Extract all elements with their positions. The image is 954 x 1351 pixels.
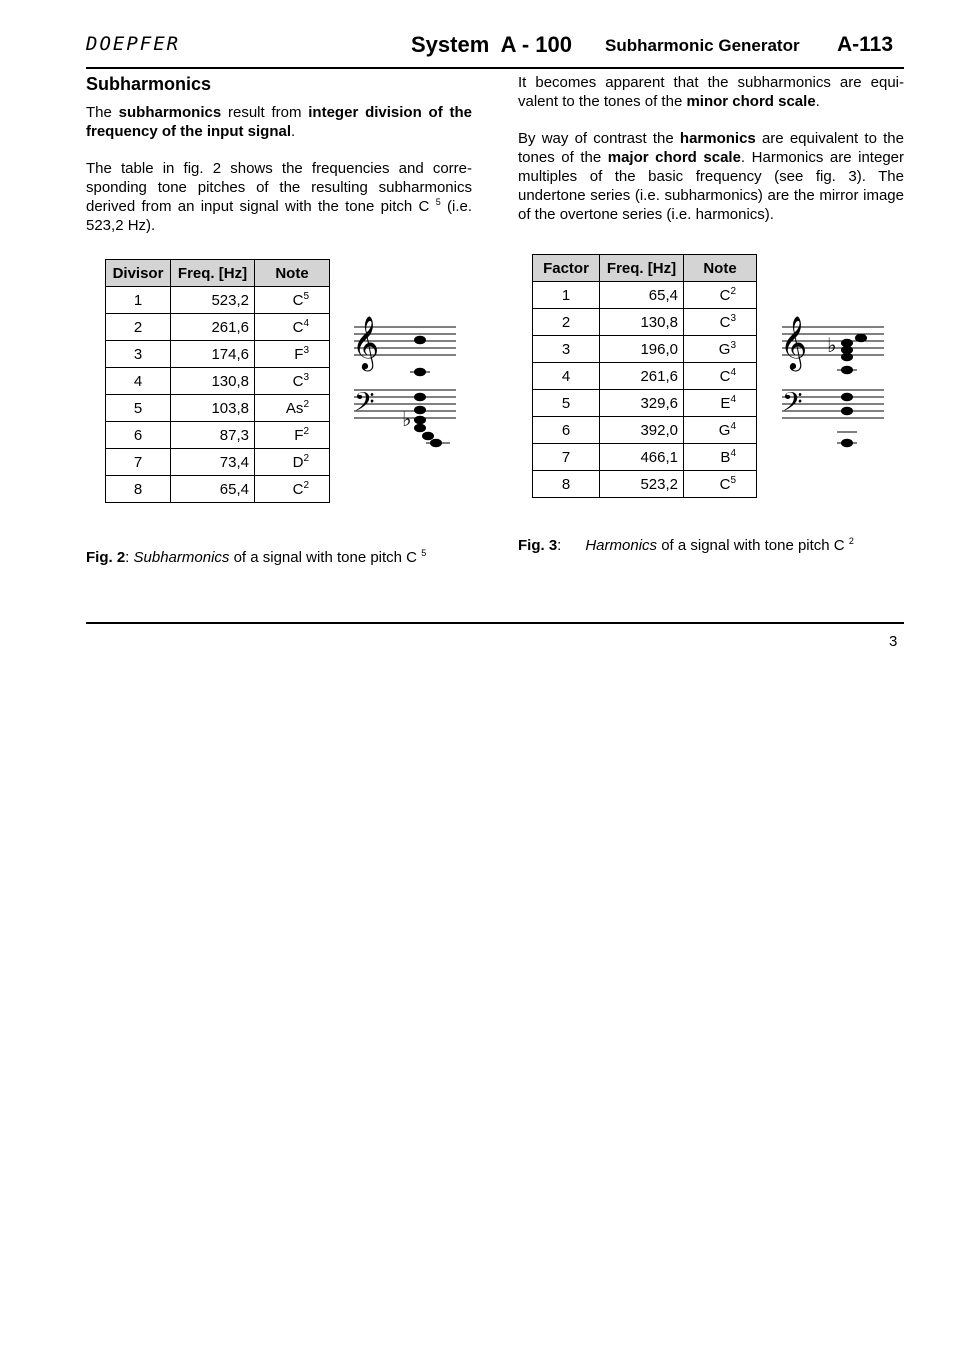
factor-cell: 3	[106, 341, 171, 368]
note-name: C	[719, 286, 731, 304]
note-name: D	[292, 453, 304, 471]
bass-clef-icon: 𝄢	[354, 386, 375, 424]
table-row	[106, 314, 330, 341]
note-name: F	[294, 345, 304, 363]
figure-3-caption: Fig. 3: Harmonics of a signal with tone pitch C $^2$	[518, 536, 854, 554]
note-as2	[415, 416, 426, 424]
section-heading: Subharmonics	[86, 74, 212, 94]
col-header-note: Note	[684, 255, 757, 282]
frequency-cell: 174,6	[171, 341, 255, 368]
note-c5	[415, 336, 426, 344]
header-system-title: System A - 100	[411, 32, 573, 57]
factor-cell: 2	[533, 309, 600, 336]
header-subtitle: Subharmonic Generator	[605, 36, 800, 55]
note-c4	[842, 366, 853, 374]
note-c2	[842, 439, 853, 447]
col-header-freq: Freq. [Hz]	[600, 255, 684, 282]
note-f3	[415, 393, 426, 401]
factor-cell: 5	[533, 390, 600, 417]
note-c3	[842, 407, 853, 415]
note-name: C	[719, 475, 731, 493]
bass-clef-icon: 𝄢	[782, 386, 803, 424]
table-row	[106, 395, 330, 422]
note-name: G	[718, 421, 731, 439]
note-e4	[842, 353, 853, 361]
note-cell	[255, 476, 330, 503]
left-paragraph-2: The table in fig. 2 shows the frequencies and corre-sponding tone pitches of the resulting subharmonics derived from an input signal with the tone pitch C $^5$ (i.e. 523,2 Hz).	[86, 160, 472, 234]
table-row	[533, 336, 757, 363]
note-cell	[684, 444, 757, 471]
note-octave: 5	[303, 290, 309, 302]
harmonics-notation	[780, 312, 886, 454]
table-row	[533, 282, 757, 309]
note-c3	[415, 406, 426, 414]
factor-cell: 3	[533, 336, 600, 363]
factor-cell: 4	[533, 363, 600, 390]
frequency-cell: 73,4	[171, 449, 255, 476]
factor-cell: 4	[106, 368, 171, 395]
factor-cell: 8	[533, 471, 600, 498]
factor-cell: 6	[106, 422, 171, 449]
note-octave: 3	[303, 371, 309, 383]
factor-cell: 8	[106, 476, 171, 503]
frequency-cell: 523,2	[600, 471, 684, 498]
note-cell	[684, 336, 757, 363]
note-octave: 5	[730, 474, 736, 486]
factor-cell: 7	[106, 449, 171, 476]
note-cell	[255, 422, 330, 449]
right-paragraph-1: It becomes apparent that the subharmonics are equi-valent to the tones of the minor chord scale.	[518, 74, 904, 110]
page-number: 3	[889, 633, 898, 650]
note-g3	[842, 393, 853, 401]
doepfer-logo: DOEPFER	[86, 33, 181, 55]
factor-cell: 2	[106, 314, 171, 341]
note-octave: 2	[303, 425, 309, 437]
frequency-cell: 130,8	[600, 309, 684, 336]
factor-cell: 1	[533, 282, 600, 309]
table-row	[533, 309, 757, 336]
left-paragraph-1: The subharmonics result from integer division of the frequency of the input signal.	[86, 104, 472, 140]
note-octave: 3	[303, 344, 309, 356]
note-octave: 2	[303, 398, 309, 410]
factor-cell: 6	[533, 417, 600, 444]
note-name: C	[719, 367, 731, 385]
note-cell	[255, 395, 330, 422]
header-model: A-113	[837, 33, 894, 56]
frequency-cell: 196,0	[600, 336, 684, 363]
harmonics-table	[532, 254, 757, 498]
note-b4	[842, 339, 853, 347]
note-cell	[684, 363, 757, 390]
col-header-freq: Freq. [Hz]	[171, 260, 255, 287]
frequency-cell: 261,6	[600, 363, 684, 390]
note-name: B	[720, 448, 731, 466]
note-octave: 2	[730, 285, 736, 297]
note-cell	[255, 368, 330, 395]
frequency-cell: 523,2	[171, 287, 255, 314]
note-name: C	[292, 291, 304, 309]
table-row	[106, 341, 330, 368]
note-octave: 4	[730, 447, 736, 459]
table-row	[533, 471, 757, 498]
note-name: C	[719, 313, 731, 331]
note-name: C	[292, 318, 304, 336]
note-octave: 4	[730, 393, 736, 405]
col-header-factor: Factor	[533, 255, 600, 282]
footer-rule	[86, 622, 904, 624]
table-row	[106, 368, 330, 395]
factor-cell: 7	[533, 444, 600, 471]
note-g4	[842, 346, 853, 354]
frequency-cell: 103,8	[171, 395, 255, 422]
note-cell	[255, 287, 330, 314]
note-name: E	[720, 394, 731, 412]
table-row	[106, 449, 330, 476]
note-cell	[684, 282, 757, 309]
note-octave: 3	[730, 312, 736, 324]
factor-cell: 1	[106, 287, 171, 314]
note-cell	[684, 471, 757, 498]
note-cell	[684, 417, 757, 444]
frequency-cell: 65,4	[600, 282, 684, 309]
note-cell	[684, 309, 757, 336]
table-header-row	[106, 260, 330, 287]
frequency-cell: 65,4	[171, 476, 255, 503]
note-name: G	[718, 340, 731, 358]
note-cell	[684, 390, 757, 417]
note-c5	[856, 334, 867, 342]
flat-icon: ♭	[827, 333, 837, 357]
frequency-cell: 329,6	[600, 390, 684, 417]
note-name: F	[294, 426, 304, 444]
frequency-cell: 261,6	[171, 314, 255, 341]
note-name: C	[292, 480, 304, 498]
note-c2	[431, 439, 442, 447]
table-row	[106, 422, 330, 449]
note-c4	[415, 368, 426, 376]
right-paragraph-2: By way of contrast the harmonics are equivalent to the tones of the major chord scale. Harmonics are integer multiples of the basic frequency (see fig. 3). The undertone series (i.e. subharmonics) are the mirror image of the overtone series (i.e. harmonics).	[518, 130, 904, 223]
note-octave: 4	[303, 317, 309, 329]
subharmonics-table	[105, 259, 330, 503]
flat-icon: ♭	[402, 407, 412, 431]
table-row	[533, 390, 757, 417]
note-f2	[415, 424, 426, 432]
frequency-cell: 130,8	[171, 368, 255, 395]
frequency-cell: 466,1	[600, 444, 684, 471]
factor-cell: 5	[106, 395, 171, 422]
note-d2	[423, 432, 434, 440]
note-octave: 3	[730, 339, 736, 351]
table-row	[106, 287, 330, 314]
header-rule	[86, 67, 904, 69]
note-name: C	[292, 372, 304, 390]
treble-clef-icon: 𝄞	[780, 315, 808, 369]
table-row	[533, 363, 757, 390]
frequency-cell: 392,0	[600, 417, 684, 444]
treble-clef-icon: 𝄞	[352, 315, 380, 369]
note-octave: 4	[730, 366, 736, 378]
figure-2-caption: Fig. 2: Subharmonics of a signal with tone pitch C $^5$	[86, 548, 427, 566]
col-header-divisor: Divisor	[106, 260, 171, 287]
table-row	[106, 476, 330, 503]
note-cell	[255, 314, 330, 341]
note-octave: 2	[303, 479, 309, 491]
table-header-row	[533, 255, 757, 282]
note-octave: 2	[303, 452, 309, 464]
note-cell	[255, 449, 330, 476]
note-octave: 4	[730, 420, 736, 432]
subharmonics-notation	[352, 312, 458, 454]
col-header-note: Note	[255, 260, 330, 287]
table-row	[533, 417, 757, 444]
frequency-cell: 87,3	[171, 422, 255, 449]
note-name: As	[285, 399, 304, 417]
note-cell	[255, 341, 330, 368]
table-row	[533, 444, 757, 471]
